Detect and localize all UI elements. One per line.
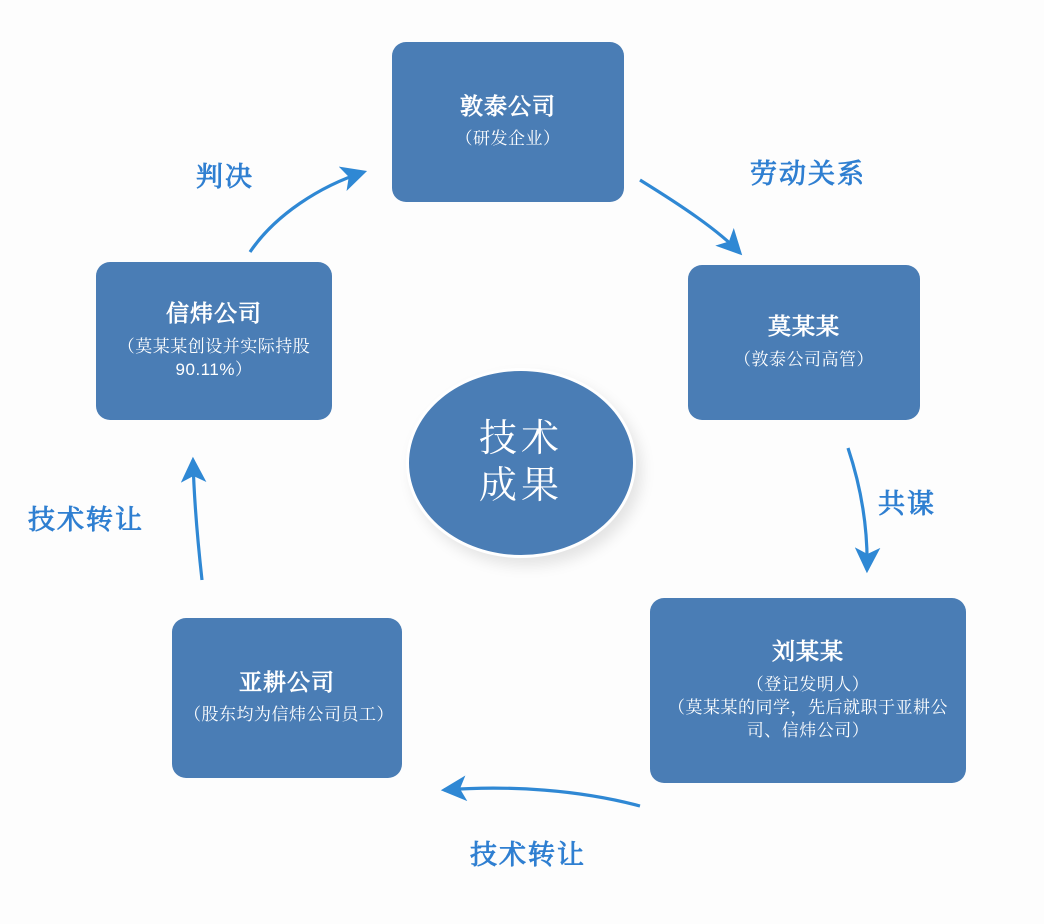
node-yageng[interactable] (172, 618, 402, 778)
node-momou[interactable] (688, 265, 920, 420)
center-node-label (479, 416, 563, 511)
edge-label-gongmou: 共谋 (878, 489, 936, 519)
arrow-gongmou (848, 448, 867, 570)
node-dunhai[interactable] (392, 42, 624, 202)
arrow-jishu-zhuanrang-left (193, 460, 202, 580)
edge-label-jishu-zhuanrang-left: 技术转让 (28, 505, 144, 535)
center-node-technical-achievement[interactable] (406, 368, 636, 558)
edge-label-jishu-zhuanrang-bottom: 技术转让 (470, 840, 586, 870)
node-momou-subtitle: （敦泰公司高管） (734, 349, 874, 369)
node-liumou[interactable] (650, 598, 966, 783)
node-yageng-title: 亚耕公司 (239, 668, 335, 695)
node-xinwei-title: 信炜公司 (166, 300, 262, 327)
node-liumou-title: 刘某某 (772, 638, 844, 665)
edge-label-laodong: 劳动关系 (750, 159, 866, 189)
node-liumou-subtitle-secondary: （莫某某的同学，先后就职于亚耕公司、信炜公司） (668, 697, 948, 740)
edge-label-panjue: 判决 (196, 162, 254, 192)
node-dunhai-title: 敦泰公司 (460, 92, 556, 119)
arrow-panjue (250, 172, 364, 252)
node-yageng-subtitle: （股东均为信炜公司员工） (184, 705, 394, 725)
arrow-jishu-zhuanrang-bottom (444, 788, 640, 806)
node-liumou-subtitle: （登记发明人） (746, 674, 870, 694)
center-node-label-line2: 成果 (478, 465, 563, 507)
arrow-laodong (640, 180, 740, 253)
node-xinwei-subtitle: （莫某某创设并实际持股90.11%） (117, 336, 311, 379)
node-dunhai-subtitle: （研发企业） (455, 129, 561, 149)
node-xinwei[interactable] (96, 262, 332, 420)
center-node-label-line1: 技术 (478, 417, 563, 460)
node-momou-title: 莫某某 (768, 313, 840, 340)
